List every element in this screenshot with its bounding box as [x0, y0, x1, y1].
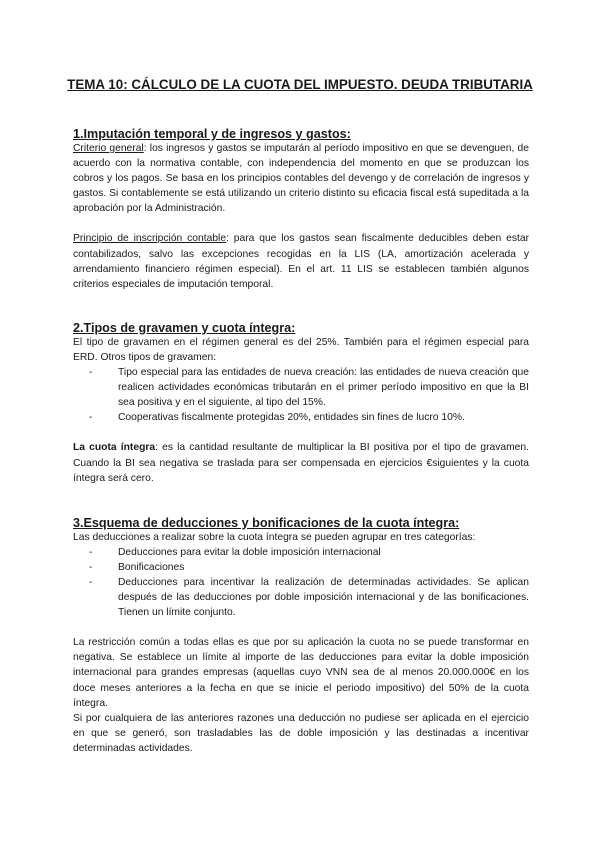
deducciones-list [73, 545, 529, 620]
section-2-intro: El tipo de gravamen en el régimen general es del 25%. También para el régimen especial para ERD. Otros tipos de gravamen: [73, 336, 529, 363]
gravamen-list [73, 365, 529, 425]
criterio-general-text: : los ingresos y gastos se imputarán al período impositivo en que se devenguen, de acuerdo con la normativa contable, con independencia del momento en que se produzcan los cobros y los pagos. Se basa en los principios contables del devengo y de correlación de ingresos y gastos. Si contablemente se está utilizando un criterio distinto su eficacia fiscal está supeditada a la aprobación por la Administración. [73, 143, 529, 215]
principio-inscripcion-label: Principio de inscripción contable [73, 233, 227, 245]
principio-inscripcion-paragraph [73, 231, 529, 291]
cuota-integra-text: : es la cantidad resultante de multiplicar la BI positiva por el tipo de gravamen. Cuando la BI sea negativa se traslada para ser compensada en ejercicios €siguientes y la cuota íntegra será cero. [73, 442, 529, 484]
document-body [73, 127, 529, 756]
cuota-integra-paragraph [73, 440, 529, 485]
criterio-general-paragraph [73, 141, 529, 216]
section-1-heading: 1.Imputación temporal y de ingresos y gastos: [73, 127, 351, 141]
cuota-integra-label: La cuota íntegra [73, 442, 156, 454]
list-item: - Bonificaciones [118, 560, 529, 575]
trasladables-paragraph: Si por cualquiera de las anteriores razones una deducción no pudiese ser aplicada en el ejercicio en que se generó, son trasladables las de doble imposición y las destinadas a incentivar determinadas actividades. [73, 712, 529, 754]
section-2-heading: 2.Tipos de gravamen y cuota íntegra: [73, 320, 296, 335]
section-3-intro: Las deducciones a realizar sobre la cuota íntegra se pueden agrupar en tres categorías: [73, 531, 476, 543]
principio-inscripcion-text: : para que los gastos sean fiscalmente deducibles deben estar contabilizados, salvo las excepciones recogidas en la LIS (LA, amortización acelerada y arrendamiento financiero régimen especial). En el art. 11 LIS se establecen también algunos criterios especiales de imputación temporal. [73, 233, 529, 290]
restriccion-paragraph: La restricción común a todas ellas es que por su aplicación la cuota no se puede transformar en negativa. Se establece un límite al importe de las deducciones para evitar la doble imposición internacional para grandes empresas (aquellas cuyo VNN sea de al menos 20.000.000€ en los doce meses anteriores a la fecha en que se inicie el periodo impositivo) del 50% de la cuota íntegra. [73, 637, 529, 709]
criterio-general-label: Criterio general [73, 143, 144, 154]
section-3-heading: 3.Esquema de deducciones y bonificaciones de la cuota íntegra: [73, 515, 460, 530]
list-item: - Deducciones para incentivar la realización de determinadas actividades. Se aplican después de las deducciones por doble imposición internacional y de las bonificaciones. Tienen un límite conjunto. [118, 575, 529, 620]
list-item: - Tipo especial para las entidades de nueva creación: las entidades de nueva creación que realicen actividades económicas tributarán en el primer período impositivo en que la BI sea positiva y en el siguiente, al tipo del 15%. [118, 365, 529, 410]
document-title: TEMA 10: CÁLCULO DE LA CUOTA DEL IMPUESTO. DEUDA TRIBUTARIA [67, 77, 533, 92]
list-item: - Cooperativas fiscalmente protegidas 20%, entidades sin fines de lucro 10%. [118, 410, 529, 425]
list-item: - Deducciones para evitar la doble imposición internacional [118, 545, 529, 560]
